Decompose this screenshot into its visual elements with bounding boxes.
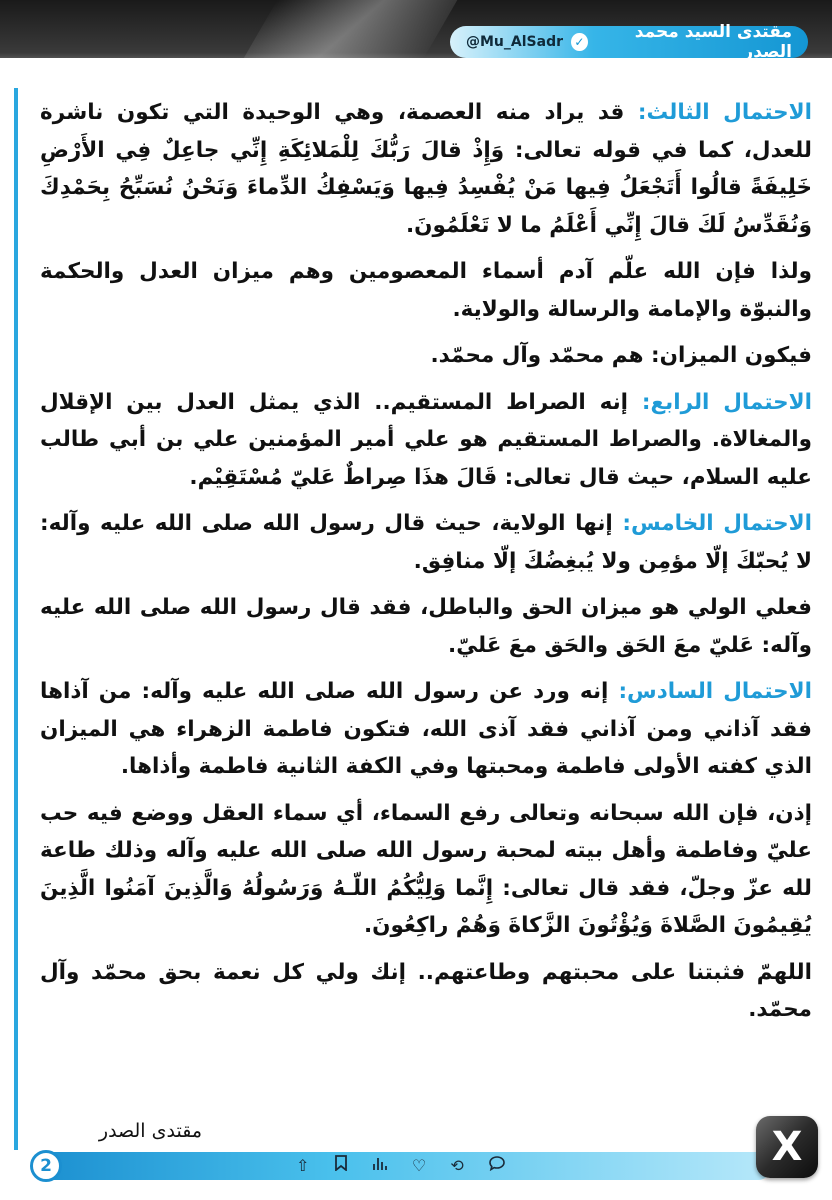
paragraph-text: فيكون الميزان: هم محمّد وآل محمّد. bbox=[430, 343, 812, 368]
repost-icon[interactable]: ⟲ bbox=[450, 1156, 464, 1175]
left-accent-rule bbox=[14, 88, 18, 1150]
paragraph-text: إنها الولاية، حيث قال رسول الله صلى الله عليه وآله: لا يُحبّكَ إلّا مؤمِن ولا يُبغِضُكَ إلّا منافِق. bbox=[40, 511, 812, 574]
paragraph-text: اللهمّ فثبتنا على محبتهم وطاعتهم.. إنك ولي كل نعمة بحق محمّد وآل محمّد. bbox=[40, 959, 812, 1022]
views-icon[interactable] bbox=[372, 1153, 388, 1179]
header-shine bbox=[243, 0, 458, 60]
paragraph bbox=[40, 337, 812, 375]
author-pill[interactable] bbox=[450, 22, 808, 62]
paragraph-text: إذن، فإن الله سبحانه وتعالى رفع السماء، أي سماء العقل ووضع فيه حب عليّ وفاطمة وأهل بيته لمحبة رسول الله صلى الله عليه وآله وذلك طاعة لله عزّ وجلّ، فقد قال تعالى: إِنَّما وَلِيُّكُمُ اللّـهُ وَرَسُولُهُ وَالَّذِينَ آمَنُوا الَّذِينَ يُقِيمُونَ الصَّلاةَ وَيُؤْتُونَ الزَّكاةَ وَهُمْ راكِعُونَ. bbox=[40, 800, 812, 938]
reply-icon[interactable] bbox=[488, 1153, 506, 1179]
article-body bbox=[40, 94, 812, 1038]
paragraph-label: الاحتمال السادس: bbox=[618, 679, 812, 704]
paragraph-text: إنه الصراط المستقيم.. الذي يمثل العدل بين الإقلال والمغالاة. والصراط المستقيم هو علي أمير المؤمنين علي بن أبي طالب عليه السلام، حيث قال تعالى: قَالَ هذَا صِراطٌ عَليّ مُسْتَقِيْم. bbox=[40, 389, 812, 490]
paragraph bbox=[40, 954, 812, 1029]
signature: مقتدى الصدر bbox=[98, 1120, 202, 1142]
paragraph bbox=[40, 589, 812, 664]
paragraph-label: الاحتمال الثالث: bbox=[637, 100, 812, 125]
paragraph bbox=[40, 94, 812, 244]
page-number-badge: 2 bbox=[30, 1150, 62, 1182]
paragraph bbox=[40, 384, 812, 497]
tweet-actions bbox=[296, 1153, 506, 1179]
bookmark-icon[interactable] bbox=[334, 1153, 348, 1179]
like-icon[interactable]: ♡ bbox=[411, 1156, 427, 1175]
x-logo-icon: X bbox=[756, 1116, 818, 1178]
paragraph bbox=[40, 795, 812, 945]
paragraph bbox=[40, 673, 812, 786]
paragraph bbox=[40, 505, 812, 580]
paragraph bbox=[40, 253, 812, 328]
paragraph-label: الاحتمال الخامس: bbox=[622, 511, 812, 536]
verified-check-icon: ✓ bbox=[571, 33, 588, 51]
paragraph-text: ولذا فإن الله علّم آدم أسماء المعصومين وهم ميزان العدل والحكمة والنبوّة والإمامة والرسالة والولاية. bbox=[40, 259, 812, 322]
author-handle[interactable]: @Mu_AlSadr bbox=[466, 34, 563, 50]
author-name[interactable]: مقتدى السيد محمد الصدر bbox=[634, 22, 792, 62]
paragraph-label: الاحتمال الرابع: bbox=[641, 389, 812, 415]
paragraph-text: قد يراد منه العصمة، وهي الوحيدة التي تكون ناشرة للعدل، كما في قوله تعالى: وَإِذْ قالَ رَبُّكَ لِلْمَلائِكَةِ إِنِّي جاعِلٌ فِي الأَرْضِ خَلِيفَةً قالُوا أَتَجْعَلُ فِيها مَنْ يُفْسِدُ فِيها وَيَسْفِكُ الدِّماءَ وَنَحْنُ نُسَبِّحُ بِحَمْدِكَ وَنُقَدِّسُ لَكَ قالَ إِنِّي أَعْلَمُ ما لا تَعْلَمُونَ. bbox=[40, 100, 812, 238]
paragraph-text: إنه ورد عن رسول الله صلى الله عليه وآله: من آذاها فقد آذاني ومن آذاني فقد آذى الله، فتكون فاطمة الزهراء هي الميزان الذي كفته الأولى فاطمة ومحبتها وفي الكفة الثانية فاطمة وأذاها. bbox=[40, 679, 812, 779]
paragraph-text: فعلي الولي هو ميزان الحق والباطل، فقد قال رسول الله صلى الله عليه وآله: عَليّ معَ الحَق والحَق معَ عَليّ. bbox=[40, 595, 812, 658]
share-icon[interactable]: ⇧ bbox=[296, 1156, 310, 1175]
